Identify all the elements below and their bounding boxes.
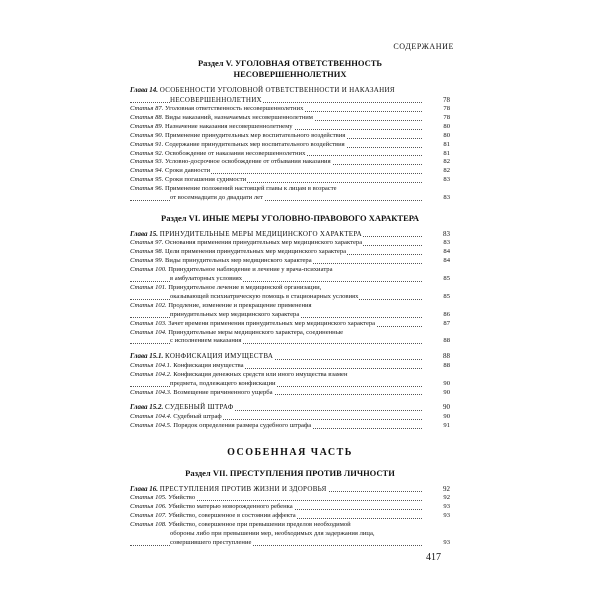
entry-title: Убийство [168,494,196,502]
entry-label: Статья 103. [130,319,169,327]
toc-page [130,0,454,600]
heading-line: Раздел VII. ПРЕСТУПЛЕНИЯ ПРОТИВ ЛИЧНОСТИ [185,467,395,478]
entry-label: Статья 104.2. [130,370,174,378]
toc-article-entry [130,114,450,123]
entry-title: Конфискация имущества [173,361,244,369]
entry-title: ПРЕСТУПЛЕНИЯ ПРОТИВ ЖИЗНИ И ЗДОРОВЬЯ [159,484,327,493]
entry-title: совершившего преступление [170,538,252,546]
entry-title: Конфискация денежных средств или иного имущества взамен [173,370,348,378]
entry-page-number: 88 [443,337,450,345]
toc-chapter-entry [130,352,450,362]
entry-label: Глава 16. [130,484,160,493]
entry-label: Статья 99. [130,257,165,265]
entry-page-number: 90 [443,412,450,420]
heading-line: ОСОБЕННАЯ ЧАСТЬ [227,446,353,458]
heading-line: НЕСОВЕРШЕННОЛЕТНИХ [233,69,347,79]
entry-label: Статья 96. [130,185,165,193]
toc-article-entry [130,185,450,203]
entry-page-number: 91 [443,421,450,429]
entry-page-number: 82 [443,167,450,175]
entry-title: Основания применения принудительных мер медицинского характера [165,239,363,247]
entry-label: Статья 104.4. [130,412,174,420]
entry-label: Статья 94. [130,167,165,175]
entry-title: предмета, подлежащего конфискации [170,379,276,387]
entry-title: Судебный штраф [173,412,222,420]
entry-title: Порядок определения размера судебного штрафа [173,421,312,429]
toc-article-entry [130,494,450,503]
entry-page-number: 80 [443,122,450,130]
entry-label: Статья 108. [130,521,169,528]
entry-label: Статья 87. [130,105,165,112]
toc-article-entry [130,167,450,176]
toc-article-entry [130,320,450,329]
entry-page-number: 82 [443,158,450,166]
entry-page-number: 85 [443,292,450,300]
toc-article-entry [130,371,450,389]
toc-chapter-entry [130,485,450,495]
entry-title: Освобождение от наказания несовершеннолетних [165,149,306,157]
entry-title: Сроки погашения судимости [165,176,247,184]
entry-page-number: 78 [443,105,450,112]
entry-title: от восемнадцати до двадцати лет [170,194,263,202]
page-number: 417 [426,552,441,563]
entry-label: Статья 98. [130,248,165,256]
heading-line: Раздел V. УГОЛОВНАЯ ОТВЕТСТВЕННОСТЬ [197,58,383,68]
entry-label: Статья 107. [130,512,169,520]
entry-title: Применение положений настоящей главы к лицам в возрасте [165,185,337,193]
entry-label: Статья 88. [130,113,165,121]
entry-label: Статья 93. [130,158,165,166]
entry-title: КОНФИСКАЦИЯ ИМУЩЕСТВА [165,352,274,361]
entry-title: Виды принудительных мер медицинского характера [165,257,312,265]
entry-title: Виды наказаний, назначаемых несовершеннолетним [165,113,313,121]
entry-page-number: 93 [443,512,450,520]
section-heading [130,468,450,479]
entry-title: Принудительное наблюдение и лечение у врача-психиатра [168,266,333,274]
toc-article-entry [130,521,450,548]
entry-page-number: 90 [443,403,450,412]
entry-label: Глава 15.1. [130,352,166,361]
toc-article-entry [130,302,450,320]
toc-article-entry [130,266,450,284]
entry-label: Статья 106. [130,503,169,511]
entry-title: НЕСОВЕРШЕННОЛЕТНИХ [170,95,262,104]
entry-label: Глава 14. [130,86,160,94]
entry-title: оказывающей психиатрическую помощь в стационарных условиях [170,292,359,300]
entry-title: Убийство, совершенное при превышении пределов необходимой [168,521,351,528]
entry-page-number: 86 [443,310,450,318]
entry-page-number: 84 [443,257,450,265]
entry-page-number: 81 [443,140,450,148]
entry-label: Статья 91. [130,140,165,148]
heading-line: Раздел VI. ИНЫЕ МЕРЫ УГОЛОВНО-ПРАВОВОГО ХАРАКТЕРА [161,212,419,223]
toc-article-entry [130,422,450,431]
toc-article-entry [130,248,450,257]
entry-label: Статья 104.3. [130,388,174,396]
entry-title: ПРИНУДИТЕЛЬНЫЕ МЕРЫ МЕДИЦИНСКОГО ХАРАКТЕРА [159,229,363,238]
entry-title: с исполнением наказания [170,337,242,345]
toc-article-entry [130,512,450,521]
toc-article-entry [130,389,450,398]
entry-title: принудительных мер медицинского характера [170,310,300,318]
toc-chapter-entry [130,86,450,105]
entry-title: Возмещение причиненного ущерба [173,388,273,396]
entry-page-number: 83 [443,239,450,247]
entry-label: Глава 15.2. [130,403,166,412]
entry-title: Содержание принудительных мер воспитательного воздействия [165,140,345,148]
entry-page-number: 92 [443,494,450,502]
entry-label: Статья 97. [130,239,165,247]
entry-label: Статья 92. [130,149,165,157]
entry-label: Статья 101. [130,284,169,291]
entry-title: ОСОБЕННОСТИ УГОЛОВНОЙ ОТВЕТСТВЕННОСТИ И НАКАЗАНИЯ [159,86,395,94]
entry-page-number: 93 [443,538,450,546]
entry-title: Убийство, совершенное в состоянии аффекта [168,512,296,520]
toc-article-entry [130,176,450,185]
entry-title: СУДЕБНЫЙ ШТРАФ [165,403,234,412]
toc-chapter-entry [130,403,450,413]
entry-title: Продление, изменение и прекращение применения [168,301,312,309]
entry-page-number: 83 [443,229,450,238]
entry-label: Статья 102. [130,301,169,309]
entry-page-number: 78 [443,113,450,121]
entry-title: Условно-досрочное освобождение от отбывания наказания [165,158,331,166]
entry-title: Применение принудительных мер воспитательного воздействия [165,131,346,139]
entry-page-number: 93 [443,503,450,511]
entry-title: обороны либо при превышении мер, необходимых для задержания лица, [170,529,375,537]
entry-title: Цели применения принудительных мер медицинского характера [165,248,347,256]
toc-article-entry [130,362,450,371]
entry-label: Статья 104.5. [130,421,174,429]
section-heading [130,58,450,80]
entry-label: Статья 104.1. [130,361,174,369]
entry-page-number: 88 [443,361,450,369]
toc-article-entry [130,123,450,132]
entry-page-number: 88 [443,352,450,361]
entry-page-number: 80 [443,131,450,139]
toc-article-entry [130,132,450,141]
entry-page-number: 85 [443,275,450,283]
table-of-contents [130,58,450,548]
entry-label: Статья 95. [130,176,165,184]
entry-page-number: 83 [443,176,450,184]
entry-page-number: 90 [443,379,450,387]
toc-article-entry [130,141,450,150]
entry-page-number: 81 [443,149,450,157]
entry-title: Принудительные меры медицинского характера, соединенные [168,328,344,336]
entry-label: Статья 105. [130,494,169,502]
entry-page-number: 78 [443,95,450,104]
entry-label: Глава 15. [130,229,160,238]
toc-article-entry [130,329,450,347]
entry-title: Сроки давности [165,167,211,175]
running-head: СОДЕРЖАНИЕ [393,42,454,51]
section-heading [130,213,450,224]
toc-article-entry [130,105,450,114]
entry-page-number: 83 [443,194,450,202]
toc-article-entry [130,257,450,266]
toc-article-entry [130,413,450,422]
part-heading [130,447,450,458]
entry-title: Зачет времени применения принудительных мер медицинского характера [168,319,376,327]
entry-title: Убийство матерью новорожденного ребенка [168,503,293,511]
entry-label: Статья 89. [130,122,165,130]
toc-article-entry [130,158,450,167]
toc-article-entry [130,503,450,512]
entry-page-number: 87 [443,319,450,327]
toc-article-entry [130,284,450,302]
entry-label: Статья 100. [130,266,169,274]
entry-title: Назначение наказания несовершеннолетнему [165,122,293,130]
entry-title: в амбулаторных условиях [170,275,243,283]
entry-page-number: 90 [443,388,450,396]
entry-page-number: 92 [443,484,450,493]
entry-title: Принудительное лечение в медицинской организации, [168,284,322,291]
entry-label: Статья 90. [130,131,165,139]
entry-title: Уголовная ответственность несовершеннолетних [165,105,304,112]
entry-page-number: 84 [443,248,450,256]
entry-label: Статья 104. [130,328,169,336]
